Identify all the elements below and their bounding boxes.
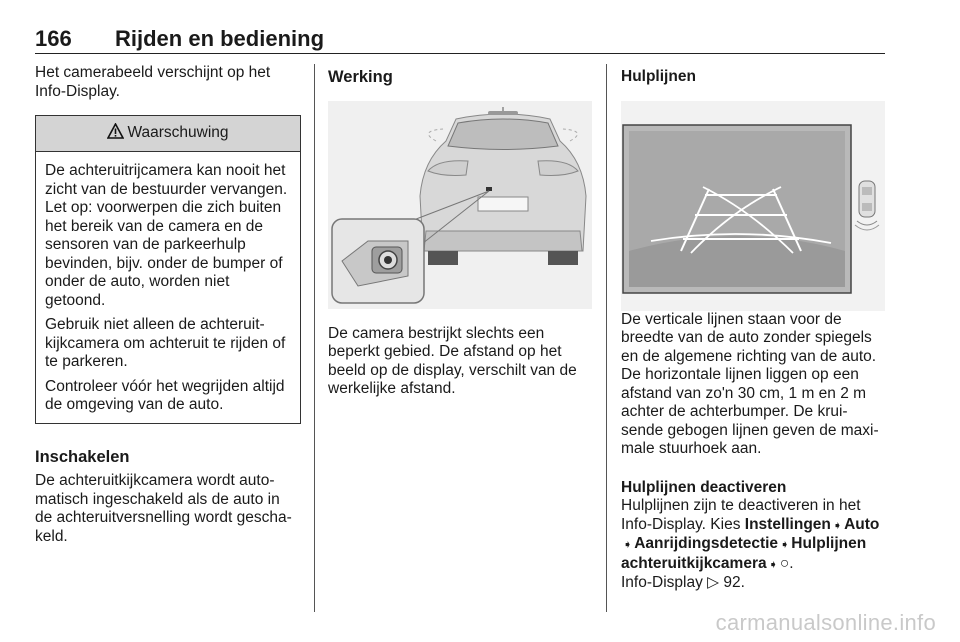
page-reference [621, 574, 885, 593]
section-text-inschakelen: De achteruitkijkcamera wordt auto-matisch ingeschakeld als de auto in de achteruitversnelling wordt gescha-keld. [35, 472, 292, 545]
warning-paragraph: De achteruitrijcamera kan nooit het zicht van de bestuurder vervangen. Let op: voorwerpen die zich buiten het bereik van de camera en de sensoren van de parkeerhulp bevinden, bijv. onder de bumper of onder de auto, worden niet getoond. [45, 162, 288, 309]
section-title-werking: Werking [328, 68, 393, 86]
arrow-right-icon: ➧ [780, 539, 790, 551]
column-divider [606, 64, 607, 612]
toggle-off-icon: ○ [779, 554, 790, 572]
deactivate-instructions: Hulplijnen zijn te deactiveren in het Info-Display. Kies Instellingen ➧ Auto ➧ Aanrijdingsdetectie ➧ Hulplijnen achteruitkijkcamera ➧ ○. [621, 497, 880, 572]
menu-item-auto: Auto [844, 515, 880, 533]
camera-caption: De camera bestrijkt slechts een beperkt gebied. De afstand op het beeld op de display, verschilt van de werkelijke afstand. [328, 324, 577, 397]
guidelines-illustration [621, 101, 885, 311]
warning-box [35, 115, 301, 424]
warning-header [36, 116, 300, 152]
arrow-right-icon: ➧ [623, 539, 633, 551]
section-title-hulplijnen: Hulplijnen [621, 68, 696, 85]
section-title-deactivate: Hulplijnen deactiveren [621, 478, 787, 496]
menu-item-aanrijdingsdetectie: Aanrijdingsdetectie [634, 535, 779, 552]
warning-paragraph: Gebruik niet alleen de achteruit-kijkcamera om achteruit te rijden of te parkeren. [45, 316, 286, 370]
chapter-title: Rijden en bediening [115, 26, 325, 51]
warning-title: Waarschuwing [127, 124, 229, 142]
section-title-inschakelen: Inschakelen [35, 447, 130, 466]
rear-camera-illustration [328, 101, 592, 309]
reference-page: 92. [723, 574, 745, 591]
warning-body [36, 152, 300, 423]
guidelines-description: De verticale lijnen staan voor de breedte van de auto zonder spiegels en de algemene richting van de auto. De horizontale lijnen liggen op een afstand van zo'n 30 cm, 1 m en 2 m achter de achterbumper. De krui-sende gebogen lijnen geven de maxi-male stuurhoek aan. [621, 310, 879, 457]
reference-arrow-icon: ▷ [707, 574, 720, 591]
page-number: 166 [35, 26, 72, 51]
intro-text: Het camerabeeld verschijnt op het Info-Display. [35, 64, 271, 100]
instruction-text: Hulplijnen zijn te deactiveren in het Info-Display. Kies [621, 497, 861, 533]
column-left [35, 64, 301, 546]
arrow-right-icon: ➧ [768, 558, 778, 571]
column-middle [328, 64, 592, 399]
column-divider [314, 64, 315, 612]
warning-paragraph: Controleer vóór het wegrijden altijd de omgeving van de auto. [45, 377, 285, 413]
column-right [621, 64, 885, 593]
menu-item-instellingen: Instellingen [744, 515, 831, 533]
arrow-right-icon: ➧ [832, 519, 843, 532]
watermark: carmanualsonline.info [715, 610, 936, 635]
warning-icon [107, 123, 124, 145]
reference-label: Info-Display [621, 574, 703, 591]
menu-item-hulplijnen-achteruitkijkcamera: Hulplijnen achteruitkijkcamera [621, 535, 867, 572]
page-header [35, 24, 885, 54]
